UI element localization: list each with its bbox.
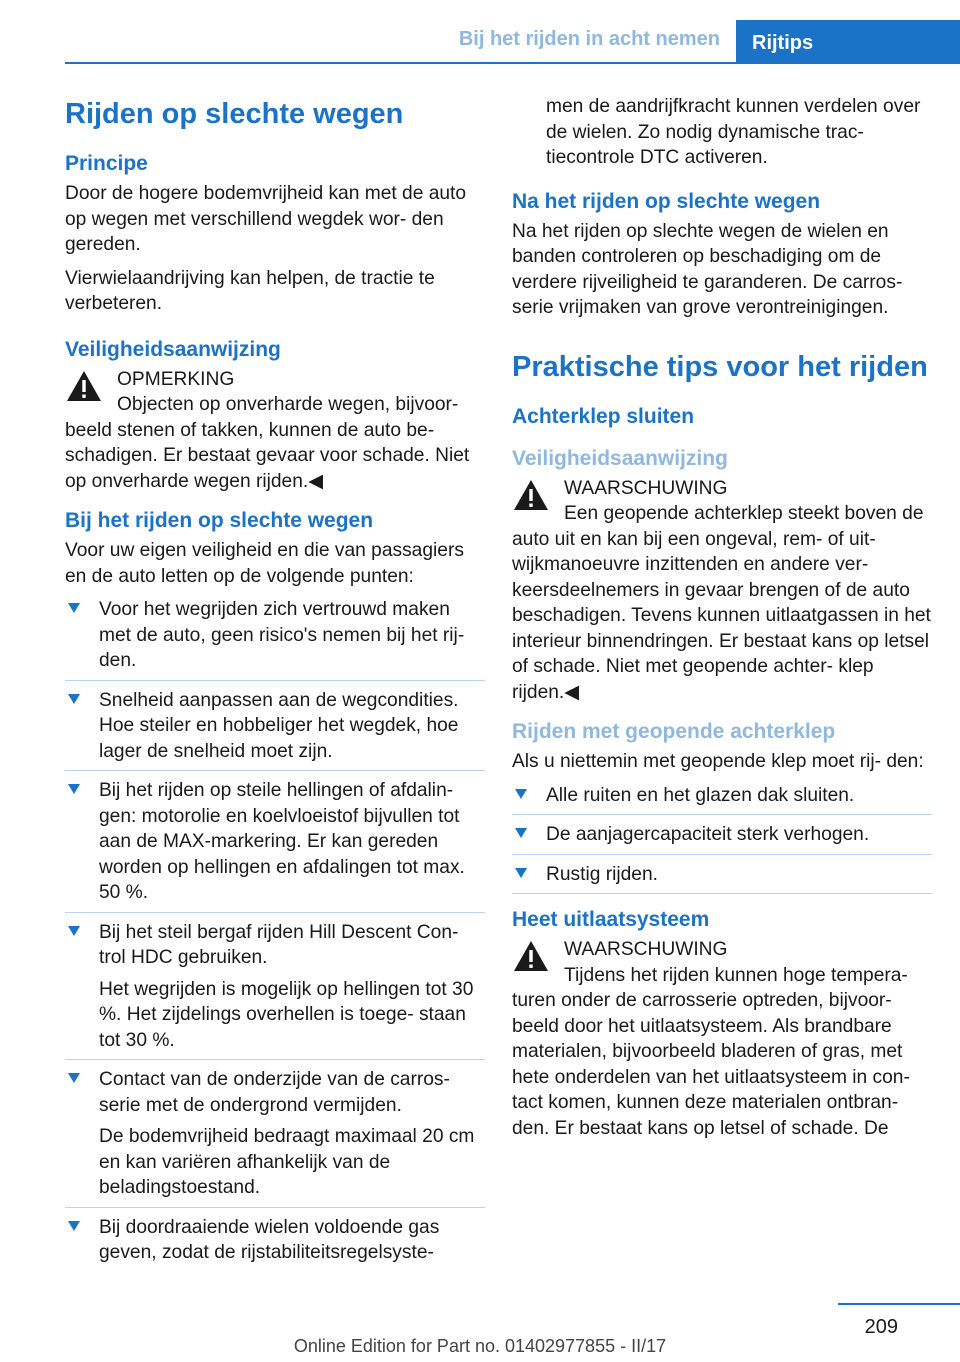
list-item-text: Rustig rijden. [546,863,658,885]
list-item [65,1215,485,1272]
list-item [512,822,932,855]
list-item-text: Bij doordraaiende wielen voldoende gas geven, zodat de rijstabiliteitsregelsyste‐ [99,1216,440,1263]
open-tailgate-list [512,783,932,895]
bullet-triangle-icon [515,868,527,878]
warning-triangle-icon [65,369,103,403]
safety-heading: Veiligheidsaanwijzing [512,446,728,470]
after-text: Na het rijden op slechte wegen de wielen en banden controleren op beschadiging om de verdere rijveiligheid te garanderen. De carros‐ serie vrijmaken van grove verontreinigingen. [512,220,903,318]
left-column [65,98,485,1279]
list-item [512,783,932,816]
list-item-extra: De bodemvrijheid bedraagt maximaal 20 cm en kan variëren afhankelijk van de beladingstoestand. [99,1126,475,1198]
right-column [512,98,932,1155]
warning-triangle-icon [512,478,550,512]
bullet-triangle-icon [68,603,80,613]
warning-text: Een geopende achterklep steekt boven de auto uit en kan bij een ongeval, rem- of uit‐ wijkmanoeuvre inzittenden en andere ver‐ keersdeelnemers in gevaar brengen of de auto beschadigen. Tevens kunnen uitlaatgassen in het interieur binnendringen. Er bestaat kans op letsel of schade. Niet met geopende achter‐ klep rijden.◀ [512,503,931,703]
open-tailgate-intro: Als u niettemin met geopende klep moet rij‐ den: [512,751,924,772]
principle-heading: Principe [65,152,148,175]
tailgate-heading: Achterklep sluiten [512,404,695,428]
principle-text-1: Door de hogere bodemvrijheid kan met de auto op wegen met verschillend wegdek wor‐ den gereden. [65,183,467,255]
open-tailgate-heading: Rijden met geopende achterklep [512,720,836,743]
warning-triangle-icon [512,939,550,973]
section-title: Praktische tips voor het rijden [512,350,928,383]
list-item [65,1067,485,1208]
bullet-triangle-icon [68,694,80,704]
bullet-triangle-icon [68,926,80,936]
page-title: Rijden op slechte wegen [65,98,404,130]
header-chapter-tab: Rijtips [736,20,960,64]
warning-label: OPMERKING [117,368,235,390]
bullet-triangle-icon [515,789,527,799]
bullet-triangle-icon [515,828,527,838]
list-item-text: Alle ruiten en het glazen dak sluiten. [546,784,855,806]
list-item-text: Snelheid aanpassen aan de wegcondities. Hoe steiler en hobbeliger het wegdek, hoe lager de snelheid moet zijn. [99,689,459,762]
page-number: 209 [864,1316,898,1338]
list-continuation-text: men de aandrijfkracht kunnen verdelen over de wielen. Zo nodig dynamische trac‐ tiecontrole DTC activeren. [546,96,921,168]
warning-box [65,367,485,495]
edition-footer: Online Edition for Part no. 01402977855 - II/17 [293,1336,667,1356]
exhaust-heading: Heet uitlaatsysteem [512,908,710,931]
list-item [65,920,485,1061]
driving-heading: Bij het rijden op slechte wegen [65,509,374,532]
driving-list [65,597,485,1272]
footer-rule [838,1303,960,1305]
list-item [512,862,932,895]
warning-text: Objecten op onverharde wegen, bijvoor‐ beeld stenen of takken, kunnen de auto be‐ schadigen. Er bestaat gevaar voor schade. Niet op onverharde wegen rijden.◀ [65,394,470,492]
principle-text-2: Vierwielaandrijving kan helpen, de tractie te verbeteren. [65,267,435,314]
bullet-triangle-icon [68,784,80,794]
list-item [65,688,485,772]
list-item-extra: Het wegrijden is mogelijk op hellingen tot 30 %. Het zijdelings overhellen is toege‐ staan tot 30 %. [99,978,474,1051]
after-heading: Na het rijden op slechte wegen [512,189,821,213]
warning-label: WAARSCHUWING [564,939,728,960]
list-item-text: De aanjagercapaciteit sterk verhogen. [546,824,870,845]
bullet-triangle-icon [68,1073,80,1083]
driving-intro: Voor uw eigen veiligheid en die van passagiers en de auto letten op de volgende punten: [65,540,464,587]
list-item-text: Bij het rijden op steile hellingen of afdalin‐ gen: motorolie en koelvloeistof bijvullen tot aan de MAX-markering. Er kan gereden worden op hellingen en afdalingen tot max. 50 %. [99,780,465,903]
safety-heading: Veiligheidsaanwijzing [65,337,281,361]
warning-box [512,937,932,1141]
list-item [65,778,485,913]
warning-text: Tijdens het rijden kunnen hoge tempera‐ turen onder de carrosserie optreden, bijvoor‐ beeld door het uitlaatsysteem. Als brandbare materialen, bijvoorbeeld bladeren of gras, met hete onderdelen van het uitlaatsysteem in con‐ tact komen, kunnen deze materialen ontbran‐ den. Er bestaat kans op letsel of schade. De [512,964,910,1139]
header-section-title: Bij het rijden in acht nemen [458,28,720,50]
bullet-triangle-icon [68,1221,80,1231]
list-item-text: Contact van de onderzijde van de carros‐ serie met de ondergrond vermijden. [99,1069,450,1116]
warning-label: WAARSCHUWING [564,477,728,499]
list-item-text: Bij het steil bergaf rijden Hill Descent Con‐ trol HDC gebruiken. [99,921,459,968]
warning-box [512,476,932,706]
list-item-text: Voor het wegrijden zich vertrouwd maken met de auto, geen risico's nemen bij het rij‐ den. [99,599,465,671]
header-rule [65,62,960,64]
list-item [65,597,485,681]
